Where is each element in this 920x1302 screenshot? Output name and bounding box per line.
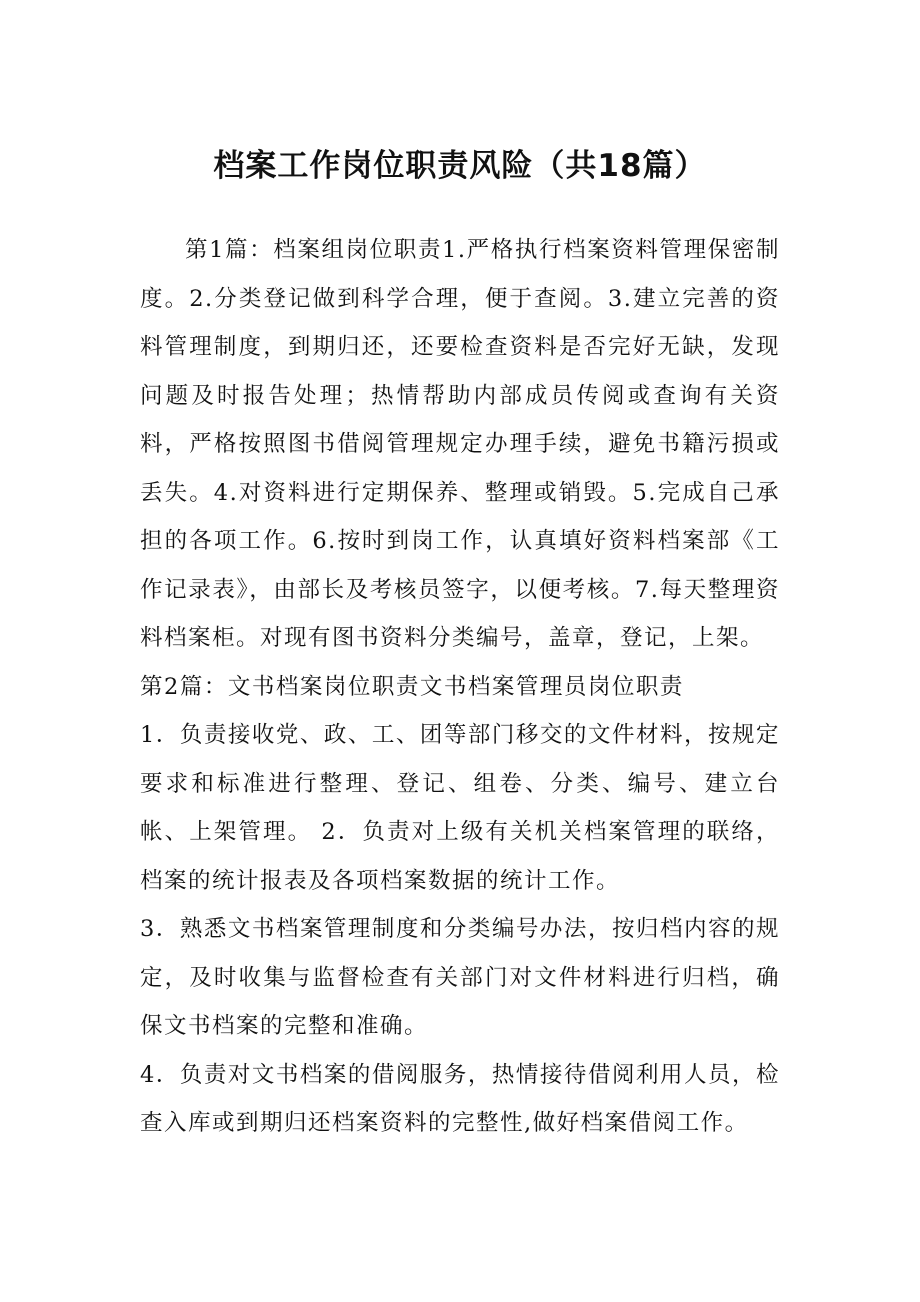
- document-title: 档案工作岗位职责风险（共18篇）: [213, 148, 707, 184]
- paragraph-part-2-heading: 第2篇：文书档案岗位职责文书档案管理员岗位职责: [140, 673, 684, 700]
- paragraph-item-3: 3．熟悉文书档案管理制度和分类编号办法，按归档内容的规定，及时收集与监督检查有关部门对文件材料进行归档，确保文书档案的完整和准确。: [140, 916, 780, 1039]
- paragraph-item-4: 4．负责对文书档案的借阅服务，热情接待借阅利用人员，检查入库或到期归还档案资料的完整性,做好档案借阅工作。: [140, 1061, 780, 1136]
- paragraph-item-1-2: 1．负责接收党、政、工、团等部门移交的文件材料，按规定要求和标准进行整理、登记、组卷、分类、编号、建立台帐、上架管理。 2．负责对上级有关机关档案管理的联络，档案的统计报表及各项档案数据的统计工作。: [140, 722, 780, 894]
- document-page: [140, 142, 780, 1148]
- paragraph-part-1: 第1篇：档案组岗位职责1.严格执行档案资料管理保密制度。2.分类登记做到科学合理，便于查阅。3.建立完善的资料管理制度，到期归还，还要检查资料是否完好无缺，发现问题及时报告处理；热情帮助内部成员传阅或查询有关资料，严格按照图书借阅管理规定办理手续，避免书籍污损或丢失。4.对资料进行定期保养、整理或销毁。5.完成自己承担的各项工作。6.按时到岗工作，认真填好资料档案部《工作记录表》，由部长及考核员签字，以便考核。7.每天整理资料档案柜。对现有图书资料分类编号，盖章，登记，上架。: [140, 237, 780, 651]
